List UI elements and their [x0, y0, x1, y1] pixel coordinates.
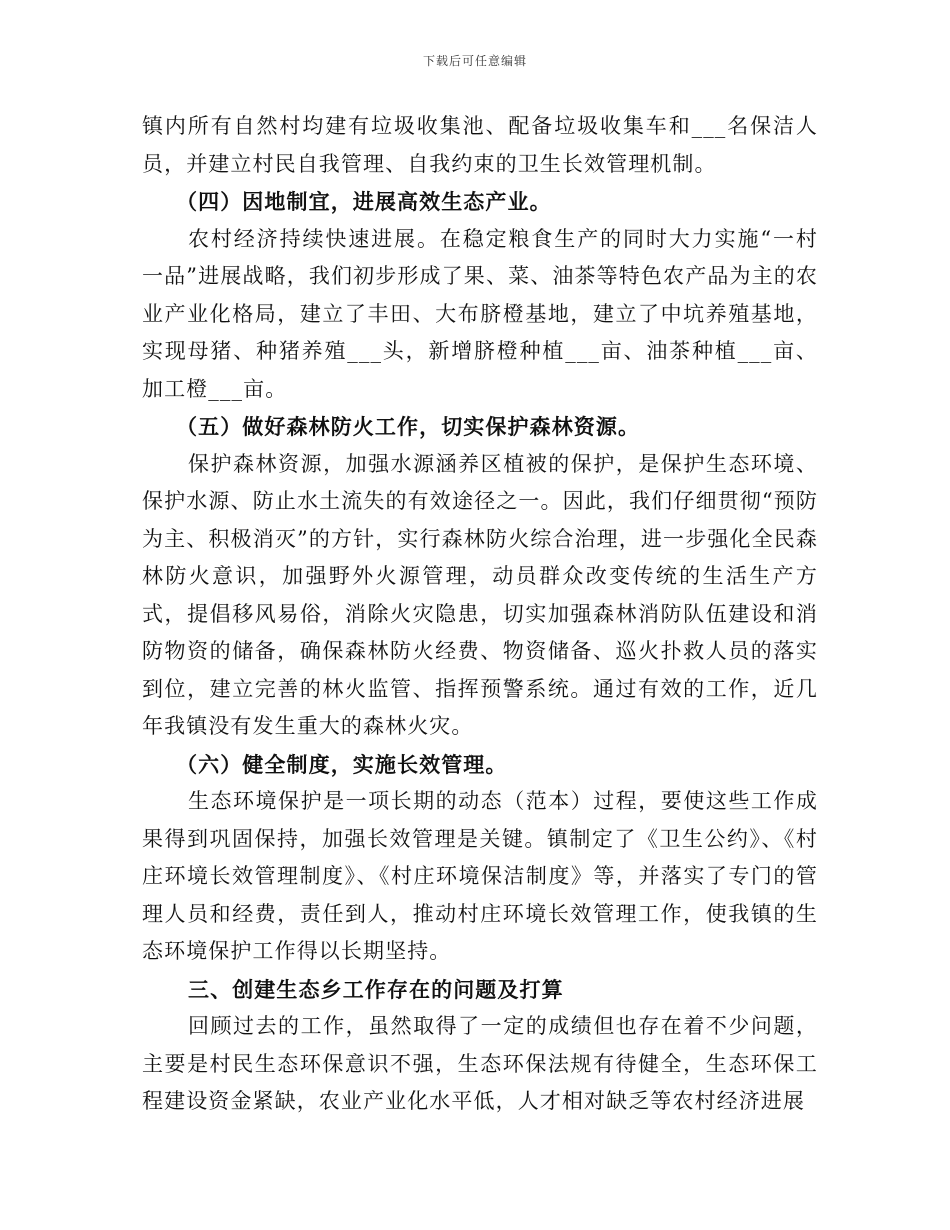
section-heading-5: （五）做好森林防火工作，切实保护森林资源。	[176, 414, 641, 439]
section-heading-3-problems: 三、创建生态乡工作存在的问题及打算	[188, 976, 564, 1002]
paragraph-problems: 回顾过去的工作，虽然取得了一定的成绩但也存在着不少问题，主要是村民生态环保意识不强，生态环保法规有待健全，生态环保工程建设资金紧缺，农业产业化水平低，人才相对缺乏等农村经济进展	[142, 1014, 818, 1113]
section-heading-4: （四）因地制宜，进展高效生态产业。	[176, 189, 552, 214]
page-header: 下载后可任意编辑	[422, 54, 527, 68]
paragraph-rural-economy: 农村经济持续快速进展。在稳定粮食生产的同时大力实施“一村一品”进展战略，我们初步形成了果、菜、油茶等特色农产品为主的农业产业化格局，建立了丰田、大布脐橙基地，建立了中坑养殖基地，实现母猪、种猪养殖___头，新增脐橙种植___亩、油茶种植___亩、加工橙___亩。	[142, 226, 818, 401]
paragraph-long-term-management: 生态环境保护是一项长期的动态（范本）过程，要使这些工作成果得到巩固保持，加强长效管理是关键。镇制定了《卫生公约》、《村庄环境长效管理制度》、《村庄环境保洁制度》等，并落实了专门的管理人员和经费，责任到人，推动村庄环境长效管理工作，使我镇的生态环境保护工作得以长期坚持。	[142, 789, 818, 963]
paragraph-forest-protection: 保护森林资源，加强水源涵养区植被的保护，是保护生态环境、保护水源、防止水土流失的有效途径之一。因此，我们仔细贯彻“预防为主、积极消灭”的方针，实行森林防火综合治理，进一步强化全民森林防火意识，加强野外火源管理，动员群众改变传统的生活生产方式，提倡移风易俗，消除火灾隐患，切实加强森林消防队伍建设和消防物资的储备，确保森林防火经费、物资储备、巡火扑救人员的落实到位，建立完善的林火监管、指挥预警系统。通过有效的工作，近几年我镇没有发生重大的森林火灾。	[142, 451, 818, 738]
section-heading-6: （六）健全制度，实施长效管理。	[176, 751, 508, 777]
document-body	[142, 108, 818, 1121]
paragraph-continued: 镇内所有自然村均建有垃圾收集池、配备垃圾收集车和___名保洁人员，并建立村民自我管理、自我约束的卫生长效管理机制。	[142, 114, 818, 176]
